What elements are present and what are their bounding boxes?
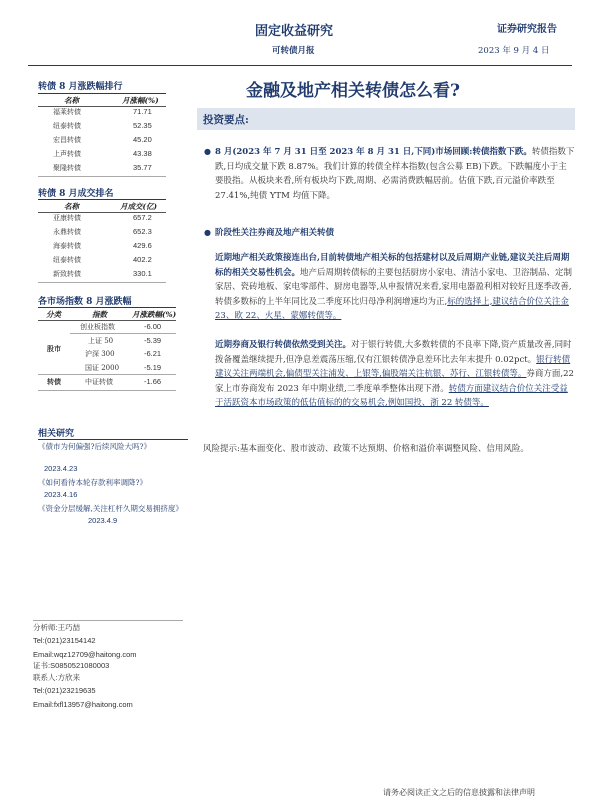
market-review-paragraph — [215, 145, 575, 203]
table-row-value: 52.35 — [133, 121, 152, 130]
rise-rank-col-value: 月涨幅(%) — [122, 96, 159, 105]
bank-broker-paragraph — [215, 338, 575, 411]
page-title: 金融及地产相关转债怎么看? — [246, 81, 460, 101]
market-row-cat: 转债 — [47, 377, 61, 386]
table-row-name: 新致转债 — [53, 270, 81, 278]
table-row-name: 聚隆转债 — [53, 164, 81, 172]
market-col-value: 月涨跌幅(%) — [132, 310, 177, 319]
bullet-icon: ● — [204, 147, 211, 156]
market-row-index: 创业板指数 — [80, 323, 115, 331]
related-title: 相关研究 — [38, 429, 75, 439]
table-row-name: 纽泰转债 — [53, 122, 81, 130]
volume-rank-col-value: 月成交(亿) — [120, 202, 158, 211]
market-row-value: -1.66 — [144, 377, 162, 386]
related-item-date: 2023.4.16 — [44, 490, 78, 499]
table-row-value: 652.3 — [133, 227, 152, 236]
table-row-value: 45.20 — [133, 135, 152, 144]
volume-rank-rule — [38, 199, 166, 200]
property-paragraph — [215, 251, 575, 324]
broker-suggestion: 转债方面建议结合价位关注受益于活跃资本市场政策的低估值标的的交易机会,例如国投、浙 22 转债等。 — [215, 383, 568, 408]
contact-name: 联系人:方欣来 — [33, 673, 81, 682]
market-row-value: -5.39 — [144, 336, 162, 345]
table-row-value: 330.1 — [133, 269, 152, 278]
table-row-name: 纽泰转债 — [53, 256, 81, 264]
volume-rank-col-name: 名称 — [64, 202, 79, 211]
bank-broker-lead: 近期券商及银行转债依然受到关注。 — [215, 340, 352, 350]
market-head-rule — [38, 320, 176, 321]
related-item[interactable]: 《如何看待本轮存款利率调降?》 — [38, 478, 148, 487]
property-body: 地产后周期转债标的主要包括厨房小家电、清洁小家电、卫浴制品、定制家居、瓷砖地板、家电零部件、厨房电器等,从申报情况来看,家用电器盈利相对较好且逐季改善,转债多数标的上半年同比及二季度环比归母净利润增速均为正, — [215, 267, 573, 307]
market-row-cat: 股市 — [47, 344, 61, 353]
analyst-email[interactable]: Email:wqz12709@haitong.com — [33, 650, 137, 659]
rise-rank-bottom-rule — [38, 176, 166, 177]
broker-body: 券商方面,22 家上市券商发布 2023 年中期业绩,二季度单季整体出现下滑。 — [215, 369, 574, 394]
market-row-value: -5.19 — [144, 363, 162, 372]
footer-disclaimer: 请务必阅读正文之后的信息披露和法律声明 — [383, 788, 535, 797]
bullet-icon: ● — [204, 228, 211, 237]
investment-highlights-bar — [197, 108, 575, 130]
table-row-value: 429.6 — [133, 241, 152, 250]
volume-rank-bottom-rule — [38, 282, 166, 283]
table-row-value: 402.2 — [133, 255, 152, 264]
contact-top-rule — [33, 620, 183, 621]
analyst-tel: Tel:(021)23154142 — [33, 636, 96, 645]
market-row-value: -6.00 — [144, 322, 162, 331]
table-row-name: 永鼎转债 — [53, 228, 81, 236]
table-row-name: 福莱转债 — [53, 108, 81, 116]
related-item[interactable]: 《资金分层缓解,关注杠杆久期交易拥挤度》 — [38, 504, 183, 513]
volume-rank-title: 转债 8 月成交排名 — [38, 189, 114, 199]
table-row-name: 亚康转债 — [53, 214, 81, 222]
rise-rank-col-name: 名称 — [64, 96, 79, 105]
market-col-cat: 分类 — [46, 310, 61, 319]
contact-email[interactable]: Email:fxfl13957@haitong.com — [33, 700, 133, 709]
rise-rank-title: 转债 8 月涨跌幅排行 — [38, 82, 123, 92]
market-review-lead: 8 月(2023 年 7 月 31 日至 2023 年 8 月 31 日,下同)市场回顾:转债指数下跌。 — [215, 147, 532, 157]
investment-highlights-label: 投资要点: — [203, 114, 249, 126]
market-title: 各市场指数 8 月涨跌幅 — [38, 297, 132, 307]
table-row-value: 657.2 — [133, 213, 152, 222]
bank-body: 对于银行转债,大多数转债的不良率下降,资产质量改善,同时拨备覆盖继续提升,但净息差震荡压缩,仅有江银转债净息差环比去年末提升 0.02pct。 — [215, 340, 572, 365]
table-row-name: 宏昌转债 — [53, 136, 81, 144]
related-rule — [38, 439, 188, 440]
market-row-index: 国证 2000 — [85, 364, 120, 372]
market-row-value: -6.21 — [144, 349, 162, 358]
header-divider — [28, 65, 572, 66]
table-row-value: 43.38 — [133, 149, 152, 158]
bank-suggestion: 银行转债建议关注两端机会,偏债型关注浦发、上银等,偏股端关注杭银、苏行、江银转债等。 — [215, 354, 571, 379]
market-row-index: 中证转债 — [85, 378, 113, 386]
market-bottom-rule — [38, 390, 176, 391]
table-row-name: 上声转债 — [53, 150, 81, 158]
market-rule — [38, 307, 176, 308]
analyst-cert: 证书:S0850521080003 — [33, 661, 110, 670]
focus-heading: 阶段性关注券商及地产相关转债 — [215, 228, 335, 238]
market-row-index: 沪深 300 — [85, 350, 115, 358]
related-item-date: 2023.4.23 — [44, 464, 78, 473]
property-lead: 近期地产相关政策接连出台,目前转债地产相关标的包括建材以及后周期产业链,建议关注后周期标的相关交易性机会。 — [215, 253, 570, 278]
report-category: 固定收益研究 — [255, 24, 334, 39]
market-row-divider — [70, 333, 176, 334]
market-col-index: 指数 — [92, 310, 107, 319]
report-subtype: 可转债月报 — [272, 46, 315, 56]
report-date: 2023 年 9 月 4 日 — [478, 46, 550, 56]
related-item-date: 2023.4.9 — [88, 516, 118, 525]
property-suggestion: 标的选择上,建议结合价位关注金 23、欧 22、火星、蒙娜转债等。 — [215, 296, 569, 321]
risk-warning: 风险提示:基本面变化、股市波动、政策不达预期、价格和溢价率调整风险、信用风险。 — [203, 444, 529, 454]
table-row-value: 35.77 — [133, 163, 152, 172]
rise-rank-rule — [38, 93, 166, 94]
market-row-index: 上证 50 — [88, 337, 114, 345]
market-row-divider — [38, 374, 176, 375]
analyst-name: 分析师:王巧喆 — [33, 623, 81, 632]
contact-tel: Tel:(021)23219635 — [33, 686, 96, 695]
report-type: 证券研究报告 — [497, 24, 557, 35]
related-item[interactable]: 《债市为何偏强?后续风险大吗?》 — [38, 442, 152, 451]
table-row-name: 海泰转债 — [53, 242, 81, 250]
table-row-value: 71.71 — [133, 107, 152, 116]
market-review-body: 转债指数下跌,日均成交量下跌 8.87%。我们计算的转债全样本指数(包含公募 EB)下跌。下跌幅度小于主要股指。从板块来看,所有板块均下跌,周期、必需消费跌幅居前。估值下跌,百元溢价率跌至 27.41%,纯债 YTM 均值下降。 — [215, 147, 575, 201]
